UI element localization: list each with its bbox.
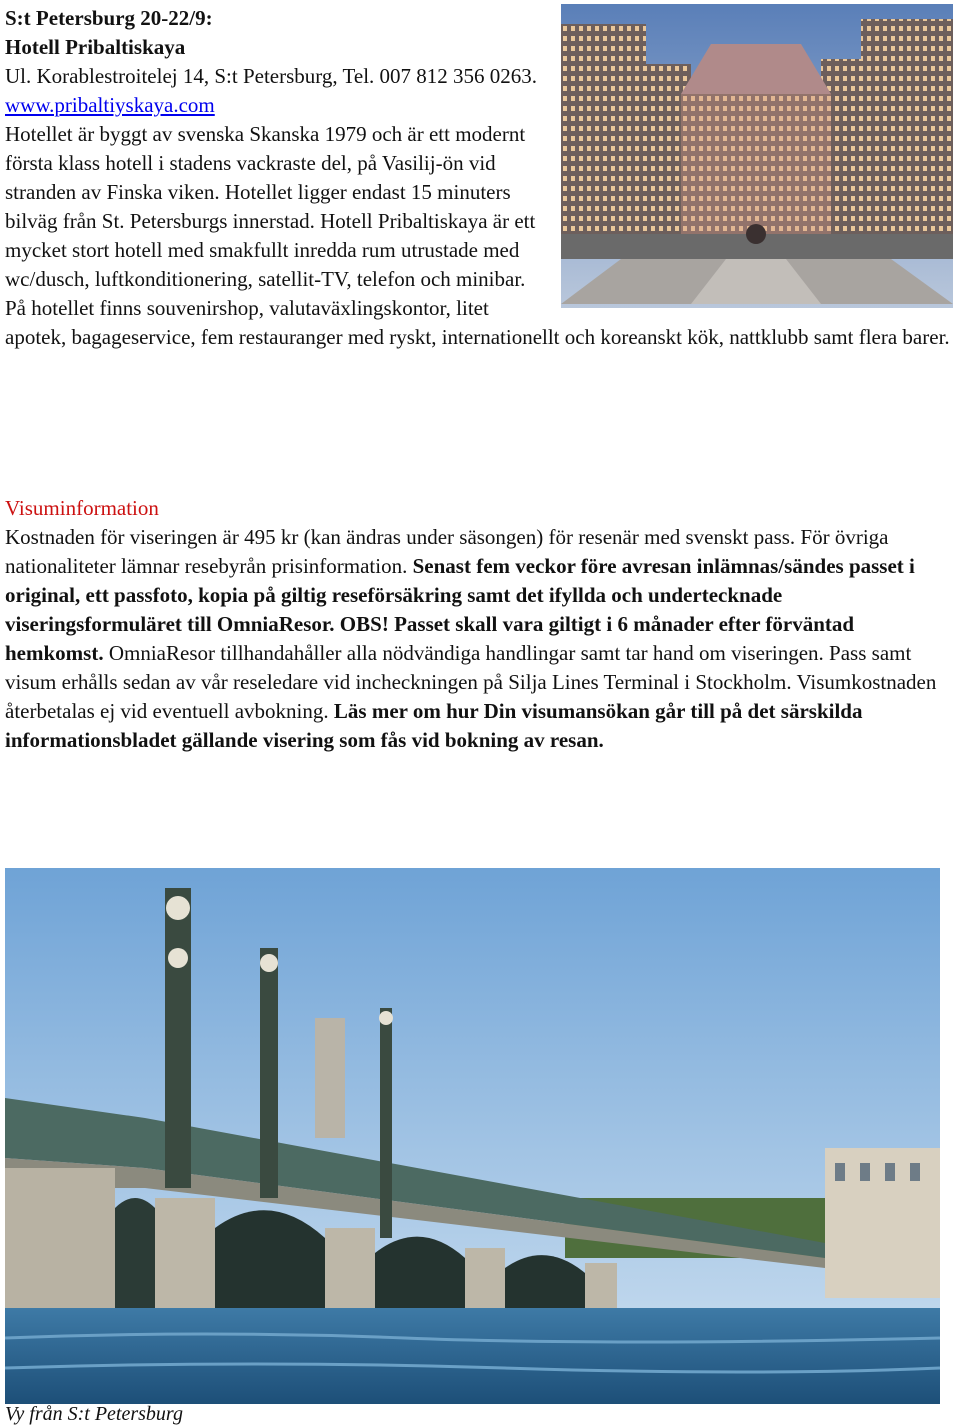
bridge-photo (5, 868, 940, 1404)
bridge-photo-svg (5, 868, 940, 1404)
hotel-title-line2: Hotell Pribaltiskaya (5, 35, 186, 59)
hotel-address: Ul. Korablestroitelej 14, S:t Petersburg, Tel. 007 812 356 0263. (5, 64, 538, 88)
visa-heading: Visuminformation (5, 496, 159, 520)
visa-section (5, 494, 955, 755)
visa-handling-text: OmniaResor tillhandahåller alla nödvändiga handlingar samt tar hand om viseringen. Pass samt visum erhålls sedan av vår reseledare vid incheckningen på Silja Lines Terminal i Stockholm. Visumkostnaden återbetalas ej vid eventuell avbokning. (5, 641, 937, 723)
visa-deadline-text: Senast fem veckor före avresan inlämnas/sändes passet i original, ett passfoto, kopia på giltig reseförsäkring samt det ifyllda och undertecknade viseringsformuläret till OmniaResor. OBS! Passet skall vara giltigt i 6 månader efter förväntad hemkomst. (5, 554, 915, 665)
hotel-building-photo (561, 4, 953, 308)
hotel-description: Hotellet är byggt av svenska Skanska 1979 och är ett modernt första klass hotell i stadens vackraste del, på Vasilij-ön vid stranden av Finska viken. Hotellet ligger endast 15 minuters bilväg från St. Petersburgs innerstad. Hotell Pribaltiskaya är ett mycket stort hotell med smakfullt inredda rum utrustade med wc/dusch, luftkonditionering, satellit-TV, telefon och minibar. På hotellet finns souvenirshop, valutaväxlingskontor, litet apotek, bagageservice, fem restauranger med ryskt, internationellt och koreanskt kök, nattklubb samt flera barer. (5, 122, 950, 349)
hotel-title-line1: S:t Petersburg 20-22/9: (5, 6, 213, 30)
photo-caption: Vy från S:t Petersburg (5, 1403, 183, 1425)
visa-read-more-text: Läs mer om hur Din visumansökan går till på det särskilda informationsbladet gällande visering som fås vid bokning av resan. (5, 699, 863, 752)
hotel-photo-svg (561, 4, 953, 308)
hotel-section (5, 4, 953, 352)
visa-cost-text: Kostnaden för viseringen är 495 kr (kan ändras under säsongen) för resenär med svenskt pass. För övriga nationaliteter lämnar resebyrån prisinformation. (5, 525, 889, 578)
hotel-website-link[interactable]: www.pribaltiyskaya.com (5, 93, 215, 117)
